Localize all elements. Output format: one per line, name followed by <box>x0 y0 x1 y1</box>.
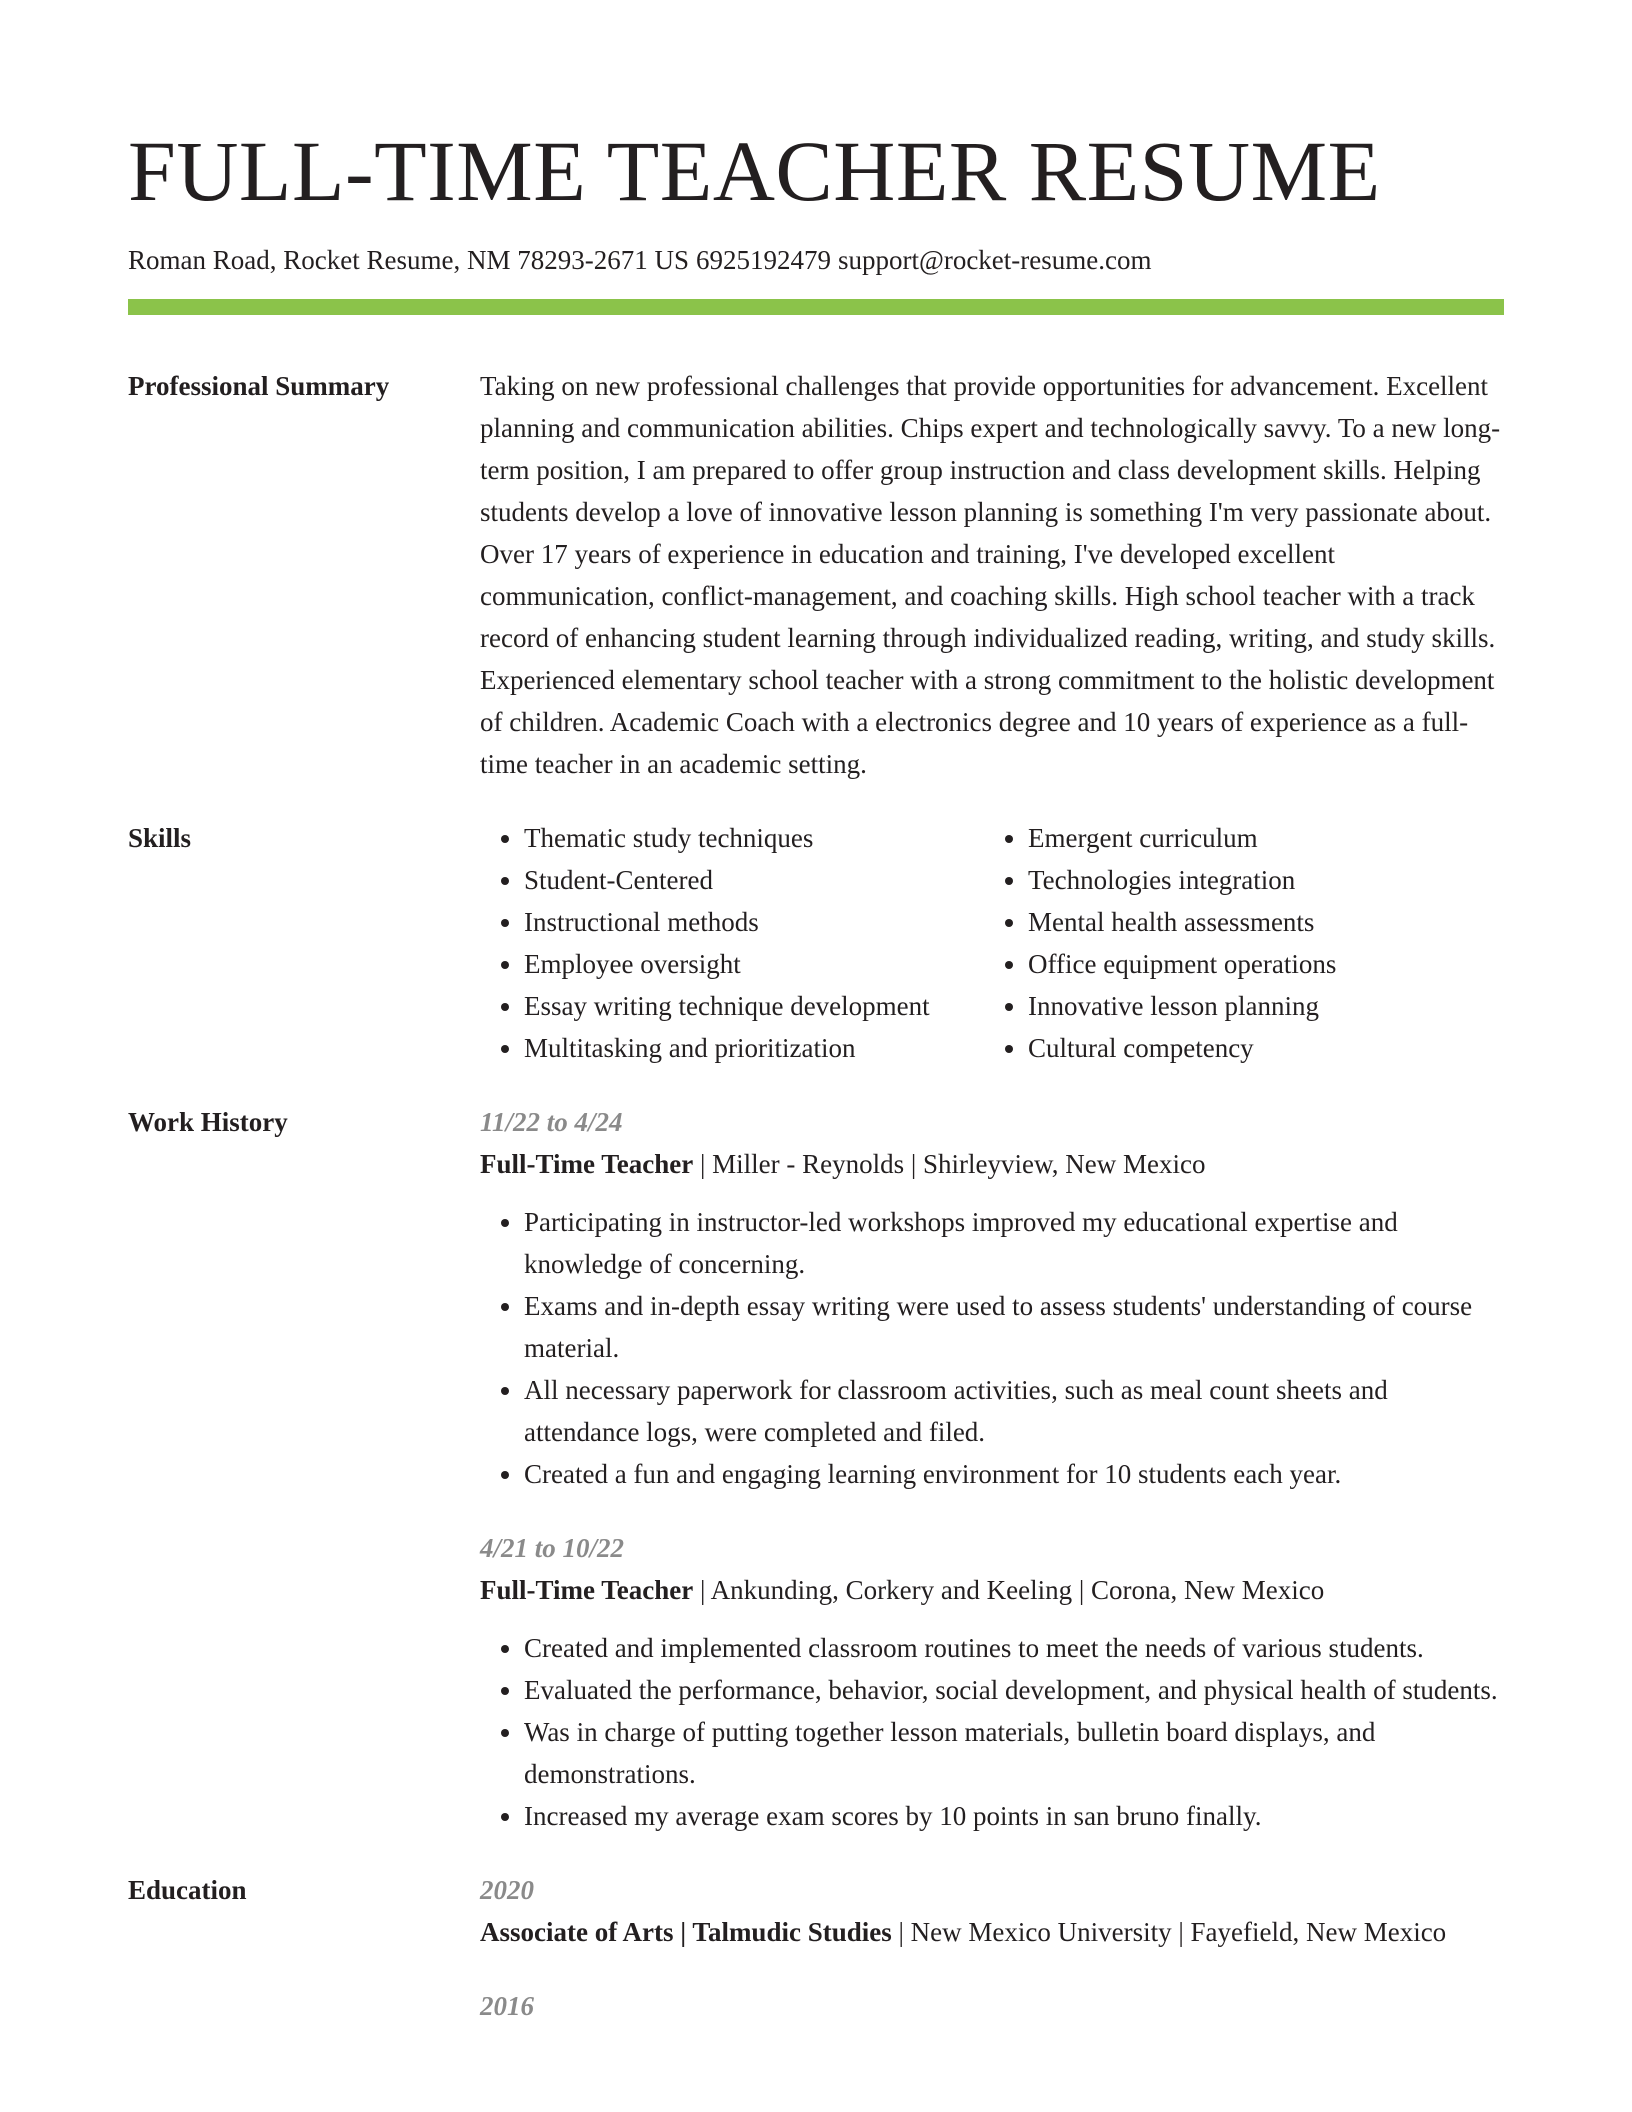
resume-page <box>128 0 1504 2027</box>
education-degree: Associate of Arts | Talmudic Studies <box>480 1917 892 1947</box>
skill-item: • Instructional methods <box>524 901 984 943</box>
job-title: Full-Time Teacher <box>480 1575 694 1605</box>
skill-item: • Emergent curriculum <box>1028 817 1448 859</box>
job-bullet: • Exams and in-depth essay writing were used to assess students' understanding of course material. <box>524 1285 1504 1369</box>
skill-item: • Innovative lesson planning <box>1028 985 1448 1027</box>
summary-text: Taking on new professional challenges that provide opportunities for advancement. Excellent planning and communication abilities. Chips expert and technologically savvy. To a new long-term position, I am prepared to offer group instruction and class development skills. Helping students develop a love of innovative lesson planning is something I'm very passionate about. Over 17 years of experience in education and training, I've developed excellent communication, conflict-management, and coaching skills. High school teacher with a track record of enhancing student learning through individualized reading, writing, and study skills. Experienced elementary school teacher with a strong commitment to the holistic development of children. Academic Coach with a electronics degree and 10 years of experience as a full-time teacher in an academic setting. <box>480 371 1501 779</box>
education-year: 2020 <box>480 1875 534 1905</box>
job-title: Full-Time Teacher <box>480 1149 694 1179</box>
job-bullet: • All necessary paperwork for classroom activities, such as meal count sheets and attendance logs, were completed and filed. <box>524 1369 1504 1453</box>
job-bullet: • Increased my average exam scores by 10 points in san bruno finally. <box>524 1795 1504 1837</box>
job-dates: 11/22 to 4/24 <box>480 1107 623 1137</box>
skill-item: • Technologies integration <box>1028 859 1448 901</box>
skills-list-left <box>480 817 984 1069</box>
job-title-line <box>480 1143 1504 1185</box>
skill-item: • Student-Centered <box>524 859 984 901</box>
education-entry <box>480 1985 1504 2027</box>
job-title-line <box>480 1569 1504 1611</box>
summary-heading: Professional Summary <box>128 371 390 401</box>
skill-item: • Office equipment operations <box>1028 943 1448 985</box>
work-history-heading: Work History <box>128 1107 288 1137</box>
skills-list-right <box>984 817 1448 1069</box>
resume-title: FULL-TIME TEACHER RESUME <box>128 123 1381 219</box>
skills-heading: Skills <box>128 823 192 853</box>
skill-item: • Multitasking and prioritization <box>524 1027 984 1069</box>
skill-item: • Essay writing technique development <box>524 985 984 1027</box>
contact-line <box>128 242 1504 278</box>
contact-email[interactable]: support@rocket-resume.com <box>837 245 1152 275</box>
skill-item: • Mental health assessments <box>1028 901 1448 943</box>
skill-item: • Employee oversight <box>524 943 984 985</box>
skill-item: • Cultural competency <box>1028 1027 1448 1069</box>
job-bullet: • Created and implemented classroom routines to meet the needs of various students. <box>524 1627 1504 1669</box>
job-dates: 4/21 to 10/22 <box>480 1533 625 1563</box>
work-history-section <box>128 1101 1504 1837</box>
contact-address: Roman Road, Rocket Resume, NM 78293-2671 US <box>128 245 689 275</box>
job-details: | Ankunding, Corkery and Keeling | Corona, New Mexico <box>693 1575 1325 1605</box>
contact-phone: 6925192479 <box>695 245 831 275</box>
education-entry <box>480 1869 1504 1953</box>
job-entry <box>480 1527 1504 1837</box>
job-bullet: • Created a fun and engaging learning environment for 10 students each year. <box>524 1453 1504 1495</box>
job-details: | Miller - Reynolds | Shirleyview, New Mexico <box>693 1149 1206 1179</box>
skills-grid <box>480 817 1504 1069</box>
education-heading: Education <box>128 1875 247 1905</box>
education-section <box>128 1869 1504 2027</box>
job-bullets <box>480 1627 1504 1837</box>
job-bullet: • Participating in instructor-led workshops improved my educational expertise and knowledge of concerning. <box>524 1201 1504 1285</box>
skill-item: • Thematic study techniques <box>524 817 984 859</box>
education-year: 2016 <box>480 1991 534 2021</box>
education-details: | New Mexico University | Fayefield, New Mexico <box>891 1917 1447 1947</box>
job-bullet: • Was in charge of putting together lesson materials, bulletin board displays, and demonstrations. <box>524 1711 1504 1795</box>
job-bullets <box>480 1201 1504 1495</box>
summary-section <box>128 365 1504 785</box>
education-title-line <box>480 1911 1504 1953</box>
job-bullet: • Evaluated the performance, behavior, social development, and physical health of students. <box>524 1669 1504 1711</box>
job-entry <box>480 1101 1504 1495</box>
skills-section <box>128 817 1504 1069</box>
header-divider <box>128 299 1504 315</box>
